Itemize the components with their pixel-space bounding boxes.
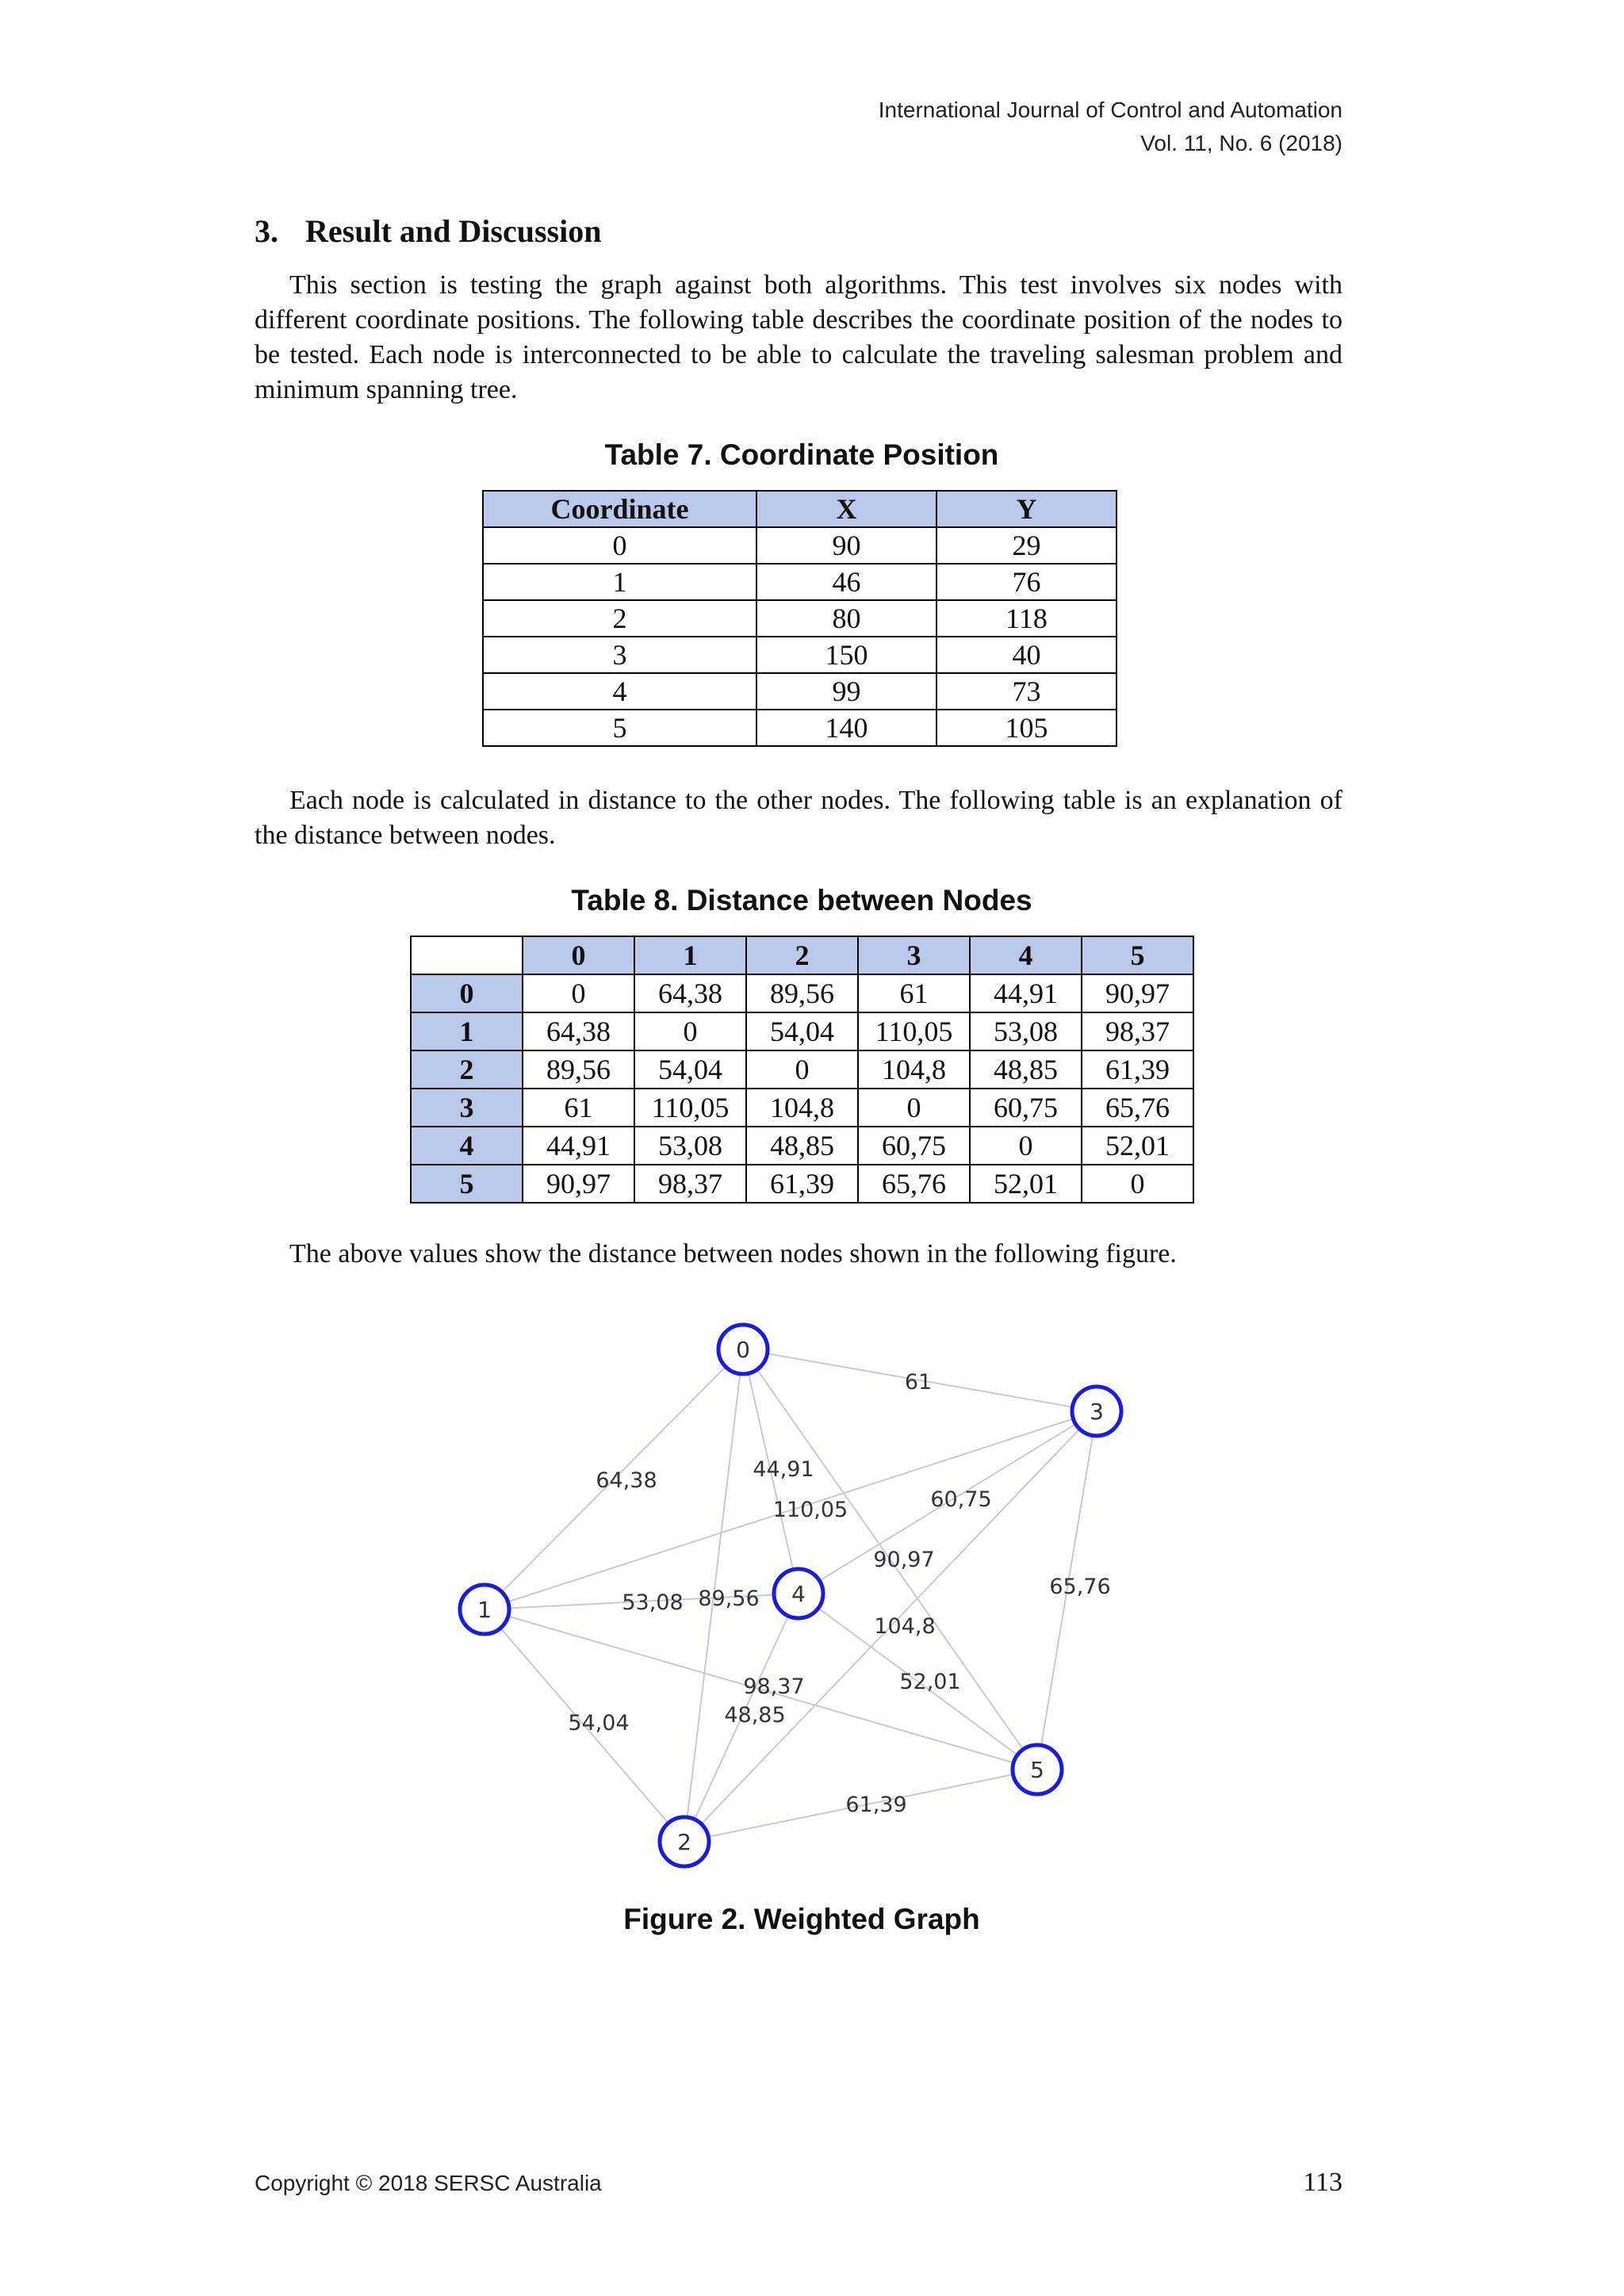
column-header: Coordinate: [483, 491, 756, 527]
table-cell: 110,05: [634, 1089, 746, 1127]
table-cell: 44,91: [970, 974, 1082, 1012]
table-cell: 0: [858, 1089, 970, 1127]
table-cell: 64,38: [523, 1012, 634, 1050]
table-cell: 4: [483, 673, 756, 710]
graph-node-label: 1: [477, 1597, 492, 1623]
table-cell: 104,8: [858, 1050, 970, 1089]
table-cell: 105: [936, 710, 1116, 746]
table-row: [411, 1050, 1193, 1089]
edge-weight-label: 48,85: [724, 1703, 786, 1728]
copyright-notice: Copyright © 2018 SERSC Australia: [255, 2171, 602, 2195]
corner-cell: [411, 936, 523, 974]
table-cell: 29: [936, 527, 1116, 564]
table-row: [483, 564, 1116, 600]
column-header: 5: [1082, 936, 1193, 974]
table-cell: 104,8: [746, 1089, 858, 1127]
section-heading: [255, 212, 601, 250]
graph-node-label: 2: [677, 1829, 691, 1855]
table-row: [411, 1127, 1193, 1165]
edge-weight-label: 89,56: [698, 1586, 760, 1611]
table-cell: 54,04: [634, 1050, 746, 1089]
edge-weight-label: 64,38: [596, 1468, 657, 1493]
table-row: [411, 1165, 1193, 1203]
table-header-row: [411, 936, 1193, 974]
edge-weight-label: 65,76: [1049, 1575, 1111, 1599]
edge-weight-label: 104,8: [874, 1614, 936, 1639]
table-cell: 44,91: [523, 1127, 634, 1165]
table-cell: 54,04: [746, 1012, 858, 1050]
table-header-row: [483, 491, 1116, 527]
table-row: [483, 600, 1116, 637]
table-cell: 89,56: [746, 974, 858, 1012]
page-number: 113: [1303, 2168, 1342, 2197]
table-cell: 150: [756, 637, 936, 673]
table-cell: 99: [756, 673, 936, 710]
table-cell: 3: [483, 637, 756, 673]
column-header: X: [756, 491, 936, 527]
journal-name: International Journal of Control and Automation: [878, 98, 1342, 122]
edge-weight-label: 52,01: [899, 1670, 961, 1694]
section-number: 3.: [255, 213, 278, 249]
coordinate-position-table: [482, 490, 1117, 747]
row-header: 5: [411, 1165, 523, 1203]
table-cell: 40: [936, 637, 1116, 673]
table-cell: 65,76: [1082, 1089, 1193, 1127]
table-body: [483, 527, 1116, 746]
table-cell: 52,01: [1082, 1127, 1193, 1165]
edge-weight-label: 53,08: [622, 1590, 684, 1615]
table-cell: 48,85: [970, 1050, 1082, 1089]
table-cell: 90,97: [523, 1165, 634, 1203]
table-cell: 0: [746, 1050, 858, 1089]
table-cell: 46: [756, 564, 936, 600]
edge-weight-label: 61,39: [845, 1793, 907, 1817]
table-row: [411, 1012, 1193, 1050]
table-cell: 140: [756, 710, 936, 746]
graph-node-label: 3: [1090, 1399, 1104, 1425]
graph-node-label: 5: [1030, 1757, 1044, 1783]
table-row: [483, 673, 1116, 710]
paragraph-distance: Each node is calculated in distance to the other nodes. The following table is an explanation of the distance between nodes.: [255, 786, 1342, 850]
table-cell: 61: [523, 1089, 634, 1127]
paragraph-intro: This section is testing the graph against both algorithms. This test involves six nodes with different coordinate positions. The following table describes the coordinate position of the nodes to be tested. Each node is interconnected to be able to calculate the traveling salesman problem and minimum spanning tree.: [255, 270, 1342, 404]
edge-weight-label: 44,91: [753, 1457, 814, 1482]
table-cell: 90: [756, 527, 936, 564]
table-cell: 2: [483, 600, 756, 637]
distance-between-nodes-table: [410, 936, 1194, 1203]
table-cell: 110,05: [858, 1012, 970, 1050]
table-body: [411, 974, 1193, 1203]
table-cell: 60,75: [970, 1089, 1082, 1127]
table-cell: 48,85: [746, 1127, 858, 1165]
table-cell: 98,37: [634, 1165, 746, 1203]
column-header: 1: [634, 936, 746, 974]
weighted-graph: [444, 1300, 1158, 1871]
edge-weight-label: 54,04: [568, 1711, 630, 1735]
table-cell: 80: [756, 600, 936, 637]
figure-caption: Figure 2. Weighted Graph: [623, 1903, 980, 1935]
running-header: [879, 94, 1342, 160]
table-cell: 76: [936, 564, 1116, 600]
column-header: Y: [936, 491, 1116, 527]
graph-nodes: [460, 1325, 1121, 1866]
table-cell: 73: [936, 673, 1116, 710]
table-cell: 61,39: [746, 1165, 858, 1203]
table8-caption: Table 8. Distance between Nodes: [571, 884, 1032, 916]
row-header: 3: [411, 1089, 523, 1127]
table-row: [483, 527, 1116, 564]
table-cell: 0: [634, 1012, 746, 1050]
column-header: 3: [858, 936, 970, 974]
section-title-text: Result and Discussion: [305, 213, 602, 249]
table-cell: 1: [483, 564, 756, 600]
row-header: 0: [411, 974, 523, 1012]
graph-node-label: 4: [791, 1581, 806, 1607]
table-cell: 53,08: [634, 1127, 746, 1165]
table-cell: 53,08: [970, 1012, 1082, 1050]
table-cell: 61,39: [1082, 1050, 1193, 1089]
table-row: [411, 1089, 1193, 1127]
table-cell: 0: [1082, 1165, 1193, 1203]
table-cell: 0: [523, 974, 634, 1012]
table-row: [483, 637, 1116, 673]
edge-weight-label: 90,97: [873, 1548, 935, 1572]
column-header: 4: [970, 936, 1082, 974]
table-cell: 64,38: [634, 974, 746, 1012]
table-cell: 0: [483, 527, 756, 564]
table-cell: 60,75: [858, 1127, 970, 1165]
row-header: 1: [411, 1012, 523, 1050]
edge-weight-label: 60,75: [930, 1487, 992, 1512]
edge-weight-label: 98,37: [743, 1674, 805, 1699]
journal-volume: Vol. 11, No. 6 (2018): [1140, 131, 1342, 155]
edge-weight-label: 61: [904, 1370, 933, 1395]
table-cell: 89,56: [523, 1050, 634, 1089]
graph-node-label: 0: [736, 1337, 750, 1363]
row-header: 2: [411, 1050, 523, 1089]
table-cell: 90,97: [1082, 974, 1193, 1012]
edge-weight-label: 110,05: [772, 1498, 848, 1522]
column-header: 0: [523, 936, 634, 974]
table7-caption: Table 7. Coordinate Position: [604, 438, 999, 471]
table-cell: 65,76: [858, 1165, 970, 1203]
table-cell: 52,01: [970, 1165, 1082, 1203]
table-cell: 98,37: [1082, 1012, 1193, 1050]
row-header: 4: [411, 1127, 523, 1165]
table-cell: 5: [483, 710, 756, 746]
column-header: 2: [746, 936, 858, 974]
table-cell: 118: [936, 600, 1116, 637]
table-cell: 0: [970, 1127, 1082, 1165]
paragraph-figure-intro: The above values show the distance between nodes shown in the following figure.: [289, 1239, 1177, 1269]
table-row: [411, 974, 1193, 1012]
table-cell: 61: [858, 974, 970, 1012]
table-row: [483, 710, 1116, 746]
